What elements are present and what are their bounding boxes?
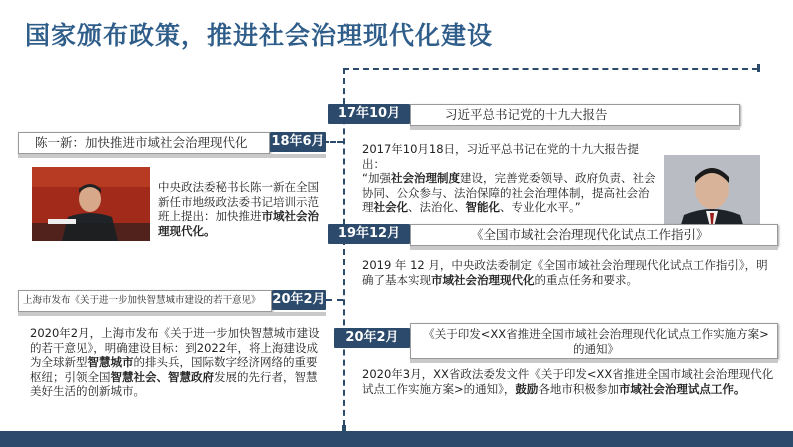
timeline-top-cap	[757, 64, 760, 72]
bold-span: 社会治理制度	[390, 171, 460, 185]
bold-span: 鼓励	[515, 381, 539, 396]
page-title: 国家颁布政策，推进社会治理现代化建设	[25, 21, 494, 50]
text-span: 、专业化水平。”	[500, 200, 581, 214]
bold-span: 智慧城市	[87, 355, 134, 369]
footer-band	[0, 431, 793, 447]
shadow-bar	[18, 154, 326, 158]
bold-span: 市域社会治理现代化	[431, 272, 535, 287]
body-province-notice	[362, 367, 774, 396]
date-tag-17-10: 17年10月	[328, 104, 410, 124]
shadow-bar	[410, 246, 778, 250]
text-span: 发展的先行者，智慧美好生活的创新城市。	[30, 369, 318, 398]
text-span: 各地市积极参加	[538, 381, 619, 396]
bold-span: 智慧社会、智慧政府	[110, 369, 214, 384]
connector-20-left	[326, 299, 343, 301]
text-span: 建设，完善党委领导、政府负责、社会协同、公众参与、法治保障的社会治理体制，提高社会治理	[362, 171, 656, 214]
text-span: “加强	[362, 171, 391, 185]
headline-pilot-guide: 《全国市域社会治理现代化试点工作指引》	[410, 224, 778, 246]
shadow-bar	[410, 126, 740, 130]
shadow-bar	[18, 312, 326, 316]
body-line	[362, 171, 657, 215]
headline-chen-yixin: 陈一新：加快推进市域社会治理现代化	[18, 132, 270, 154]
text-span: 的重点任务和要求。	[534, 272, 638, 287]
date-tag-18-6: 18年6月	[270, 132, 326, 152]
text-span: 2020年3月，XX省政法委发文件《关于印发<XX省推进全国市域社会治理现代化试点工作实施方案>的通知》，	[362, 367, 774, 396]
bold-span: 市域社会治理现代化。	[158, 209, 319, 238]
headline-19th-congress: 习近平总书记党的十九大报告	[410, 104, 740, 126]
text-span: 中央政法委秘书长陈一新在全国新任市地级政法委书记培训示范班上提出：加快推进	[158, 180, 319, 223]
date-tag-20-2-left: 20年2月	[272, 290, 326, 310]
connector-18	[323, 141, 343, 143]
text-span: 的排头兵，国际数字经济网络的重要枢纽；引领全国	[30, 355, 318, 384]
headline-province-notice: 《关于印发<XX省推进全国市域社会治理现代化试点工作实施方案>的通知》	[410, 323, 778, 359]
bold-span: 社会化	[373, 200, 408, 214]
bold-span: 市域社会治理试点工作。	[618, 381, 746, 396]
text-span: 、法治化、	[408, 200, 466, 214]
body-line: 2017年10月18日，习近平总书记在党的十九大报告提出：	[362, 142, 640, 171]
body-19th-congress	[362, 142, 657, 215]
shadow-bar	[410, 359, 778, 363]
text-span: 2019 年 12 月，中央政法委制定《全国市域社会治理现代化试点工作指引》，明确了基本实现	[362, 258, 768, 287]
text-span: 2020年2月，上海市发布《关于进一步加快智慧城市建设的若干意见》，明确建设目标：到2022年，将上海建设成为全球新型	[30, 326, 320, 369]
body-shanghai	[30, 326, 322, 399]
timeline-top-connector	[343, 68, 758, 70]
date-tag-19-12: 19年12月	[328, 224, 410, 244]
headline-shanghai: 上海市发布《关于进一步加快智慧城市建设的若干意见》	[18, 290, 272, 312]
body-pilot-guide	[362, 258, 774, 287]
body-chen-yixin	[158, 180, 328, 238]
speaker-photo	[32, 167, 150, 241]
bold-span: 智能化	[465, 200, 500, 214]
date-tag-20-2-right: 20年2月	[334, 328, 410, 348]
